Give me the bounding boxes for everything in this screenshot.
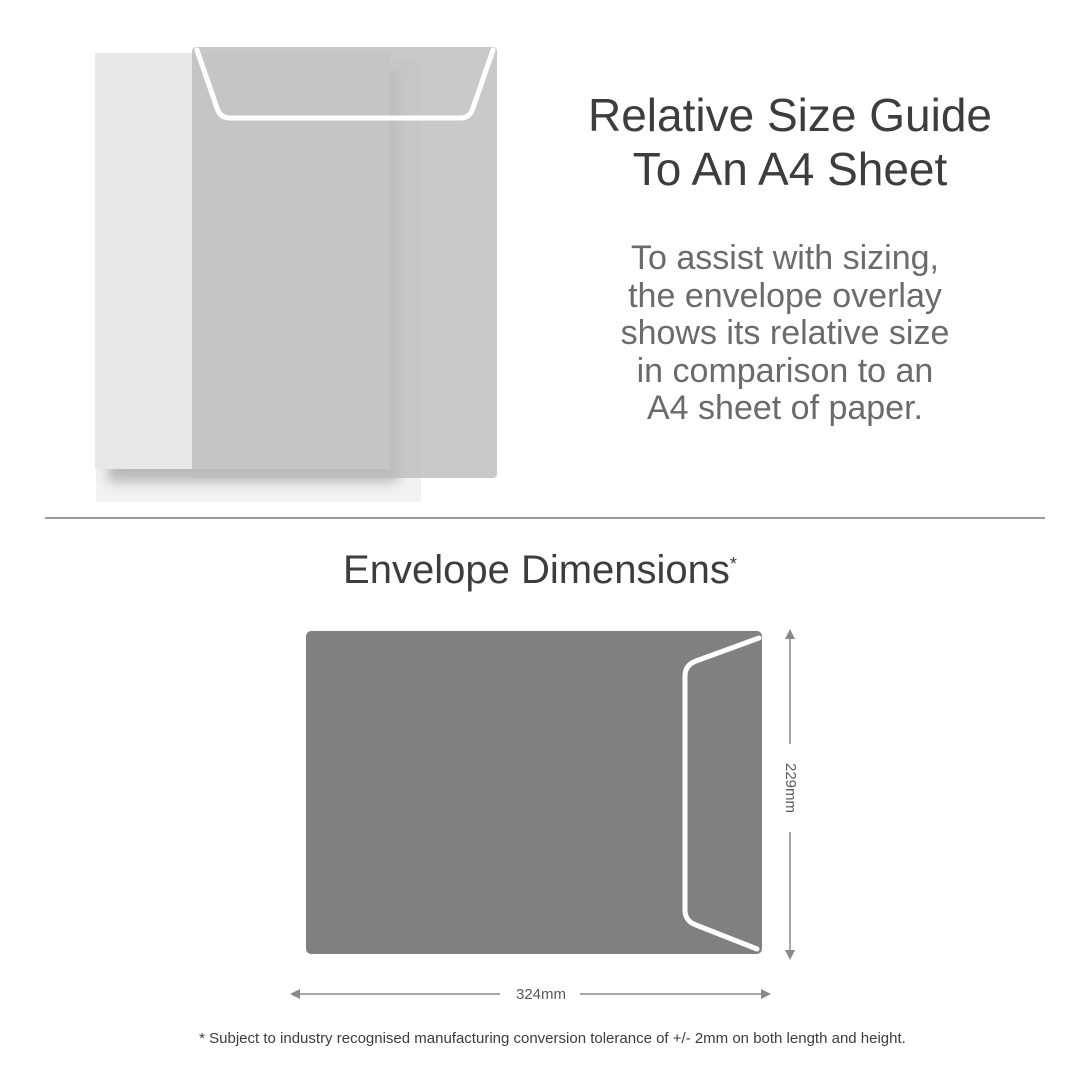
section-divider (45, 517, 1045, 519)
guide-desc-line-1: To assist with sizing, (631, 239, 939, 277)
guide-desc-line-3: shows its relative size (620, 314, 950, 352)
guide-title-line-1: Relative Size Guide (588, 89, 992, 141)
tolerance-footnote: * Subject to industry recognised manufacturing conversion tolerance of +/- 2mm on both length and height. (199, 1030, 906, 1047)
a4-overlay-illustration (0, 0, 520, 510)
width-label: 324mm (515, 986, 567, 1003)
envelope-overlay (192, 47, 497, 478)
guide-desc-line-5: A4 sheet of paper. (647, 389, 923, 427)
relative-size-guide-description (520, 240, 1050, 428)
guide-desc-line-2: the envelope overlay (628, 276, 942, 315)
height-label: 229mm (782, 762, 800, 814)
dimensions-title-text: Envelope Dimensions (343, 548, 730, 592)
dimensions-asterisk: * (729, 554, 737, 574)
relative-size-guide-title (520, 88, 1060, 196)
envelope-shape (306, 631, 762, 954)
guide-title-line-2: To An A4 Sheet (632, 143, 948, 195)
envelope-dimensions-title (0, 546, 1080, 594)
guide-desc-line-4: in comparison to an (636, 351, 934, 390)
envelope-dimension-diagram (280, 620, 820, 1010)
